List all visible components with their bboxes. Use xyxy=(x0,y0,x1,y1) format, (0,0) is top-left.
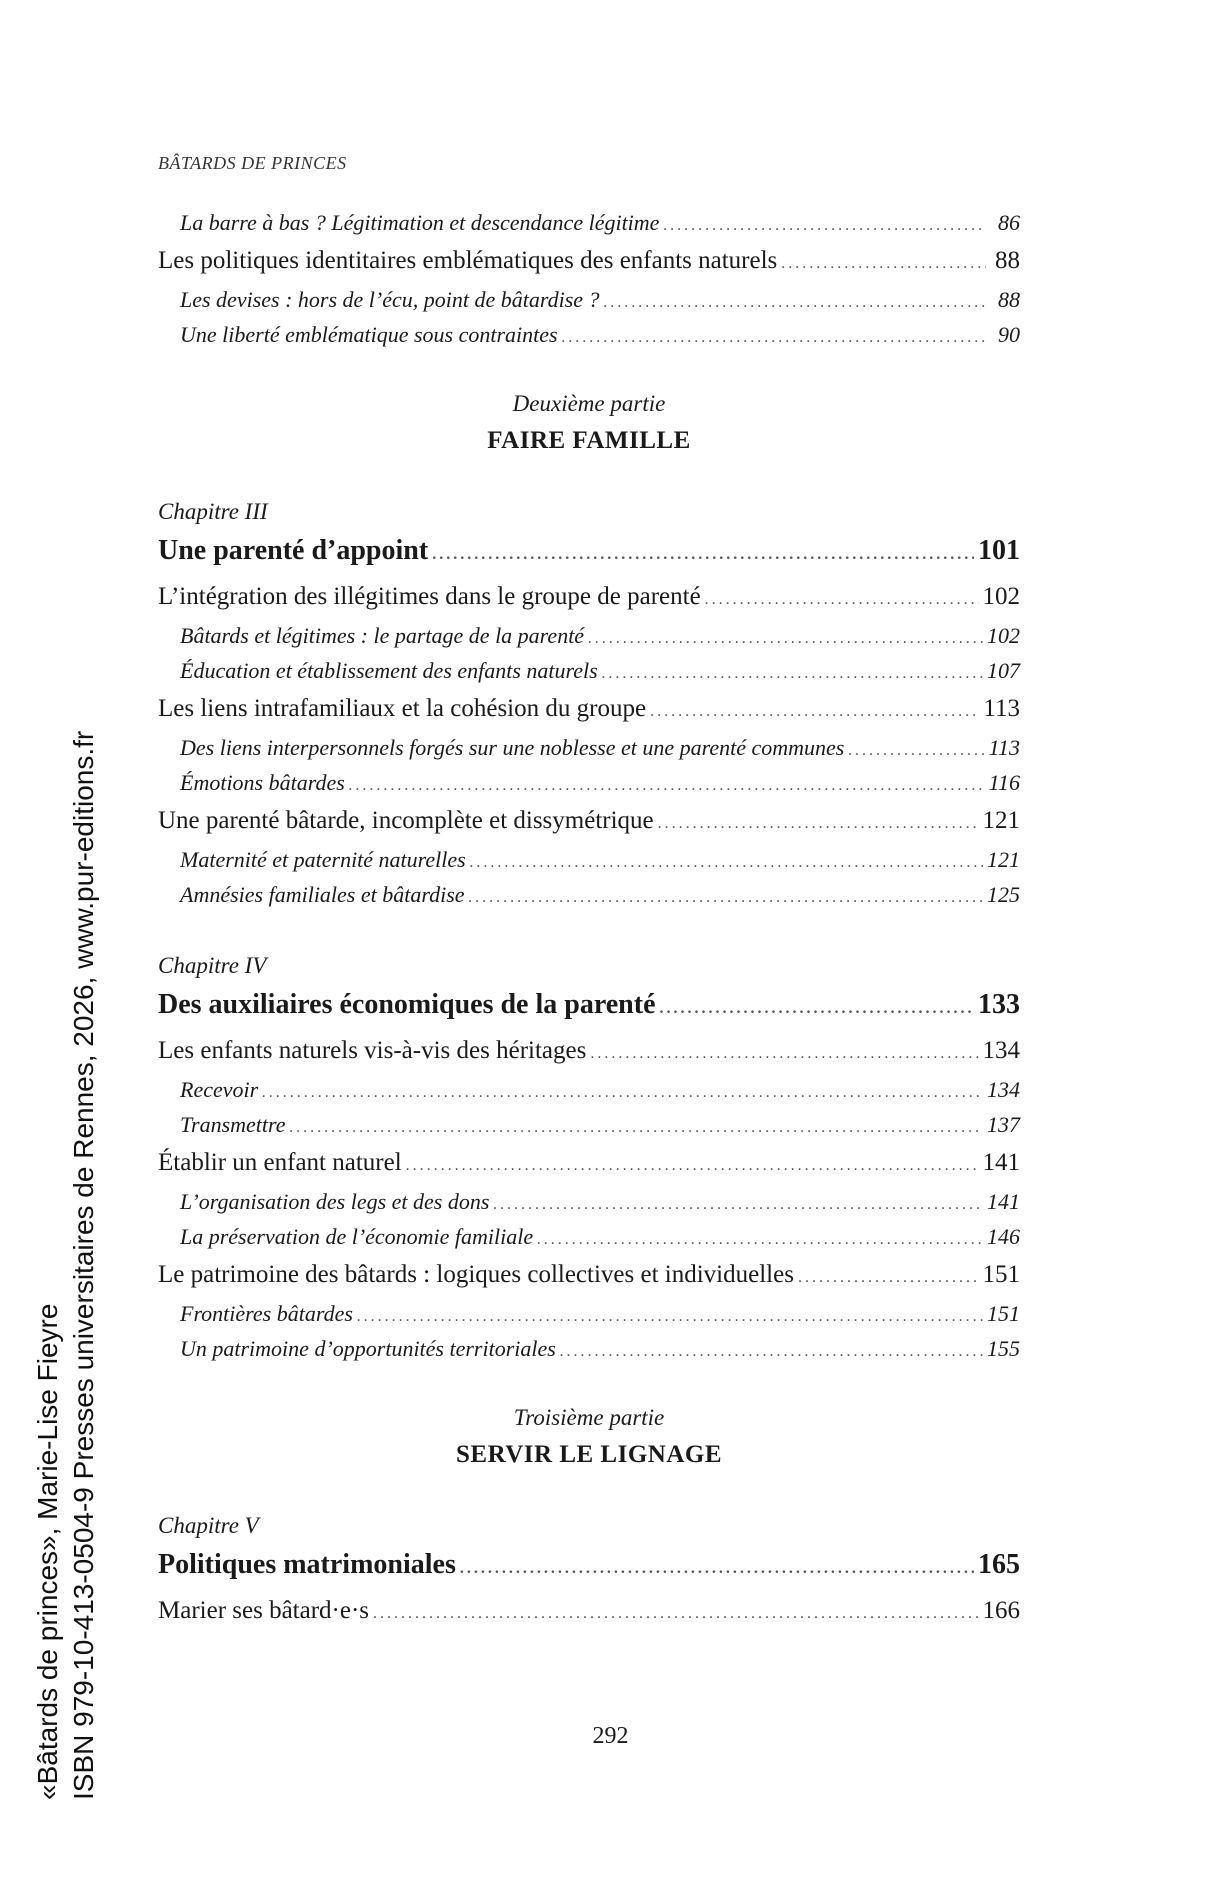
entry-title: Les politiques identitaires emblématiques des enfants naturels xyxy=(158,247,778,274)
entry-title: Éducation et établissement des enfants naturels xyxy=(180,658,598,683)
toc-entry xyxy=(158,1261,1020,1301)
leader-dots xyxy=(373,1605,978,1623)
part-title: FAIRE FAMILLE xyxy=(487,427,691,454)
entry-title: Une parenté bâtarde, incomplète et dissymétrique xyxy=(158,807,654,834)
entry-page: 113 xyxy=(988,735,1020,760)
chapter-label: Chapitre V xyxy=(158,1513,259,1538)
toc-entry xyxy=(158,1301,1020,1336)
entry-title: Bâtards et légitimes : le partage de la parenté xyxy=(180,623,585,648)
part-title: SERVIR LE LIGNAGE xyxy=(455,1441,723,1468)
entry-title: Des liens interpersonnels forgés sur une noblesse et une parenté communes xyxy=(180,735,845,760)
chapter-title xyxy=(158,989,1020,1035)
leader-dots xyxy=(590,1045,978,1063)
entry-title: L’intégration des illégitimes dans le groupe de parenté xyxy=(158,583,701,610)
toc-entry xyxy=(158,1597,1020,1637)
side-note-line: «Bâtards de princes», Marie-Lise Fieyre xyxy=(32,1303,63,1800)
leader-dots xyxy=(349,777,985,795)
entry-page: 102 xyxy=(982,583,1020,610)
page-number: 292 xyxy=(592,1723,629,1749)
leader-dots xyxy=(604,294,986,312)
leader-dots xyxy=(705,591,979,609)
toc-entry xyxy=(158,735,1020,770)
entry-page: 113 xyxy=(983,695,1020,722)
entry-title: Émotions bâtardes xyxy=(180,770,345,795)
leader-dots xyxy=(357,1308,983,1326)
entry-page: 125 xyxy=(987,882,1020,907)
entry-page: 134 xyxy=(982,1037,1020,1064)
entry-page: 141 xyxy=(987,1189,1020,1214)
entry-page: 107 xyxy=(987,658,1020,683)
entry-title: Une liberté emblématique sous contraintes xyxy=(180,322,558,347)
toc-entry xyxy=(158,695,1020,735)
leader-dots xyxy=(660,1000,974,1018)
entry-page: 121 xyxy=(982,807,1020,834)
entry-title: Marier ses bâtard·e·s xyxy=(158,1597,370,1624)
entry-page: 155 xyxy=(987,1336,1020,1361)
toc-entry xyxy=(158,1336,1020,1371)
entry-page: 151 xyxy=(987,1301,1020,1326)
leader-dots xyxy=(432,546,974,564)
toc-entry xyxy=(158,807,1020,847)
entry-title: Les devises : hors de l’écu, point de bâtardise ? xyxy=(180,287,600,312)
entry-page: 102 xyxy=(987,623,1020,648)
leader-dots xyxy=(588,630,983,648)
entry-page: 141 xyxy=(982,1149,1020,1176)
toc-entry xyxy=(158,882,1020,917)
part-label: Troisième partie xyxy=(513,1405,665,1430)
entry-title: Recevoir xyxy=(180,1077,259,1102)
entry-page: 116 xyxy=(988,770,1020,795)
entry-page: 88 xyxy=(995,247,1020,274)
leader-dots xyxy=(560,1343,983,1361)
toc-entry xyxy=(158,287,1020,322)
leader-dots xyxy=(262,1084,983,1102)
toc-entry xyxy=(158,770,1020,805)
toc-entry xyxy=(158,623,1020,658)
leader-dots xyxy=(781,255,986,273)
entry-title: La préservation de l’économie familiale xyxy=(180,1224,534,1249)
chapter-title xyxy=(158,535,1020,581)
leader-dots xyxy=(848,742,984,760)
entry-page: 101 xyxy=(978,535,1020,566)
leader-dots xyxy=(650,703,979,721)
part-heading xyxy=(158,1405,1020,1477)
entry-page: 134 xyxy=(987,1077,1020,1102)
entry-title: Un patrimoine d’opportunités territoriales xyxy=(180,1336,556,1361)
toc-entry xyxy=(158,847,1020,882)
leader-dots xyxy=(470,854,983,872)
part-label: Deuxième partie xyxy=(512,391,666,416)
toc-entry xyxy=(158,1112,1020,1147)
leader-dots xyxy=(460,1560,974,1578)
leader-dots xyxy=(406,1157,979,1175)
entry-page: 88 xyxy=(998,287,1020,312)
entry-title: Transmettre xyxy=(180,1112,286,1137)
entry-title: Des auxiliaires économiques de la parenté xyxy=(158,989,656,1020)
toc-entry xyxy=(158,1189,1020,1224)
running-head: BÂTARDS DE PRINCES xyxy=(158,153,347,173)
toc-entry xyxy=(158,658,1020,693)
leader-dots xyxy=(798,1269,979,1287)
entry-title: Amnésies familiales et bâtardise xyxy=(180,882,465,907)
entry-title: Frontières bâtardes xyxy=(180,1301,353,1326)
toc-entry xyxy=(158,1077,1020,1112)
entry-title: Les liens intrafamiliaux et la cohésion du groupe xyxy=(158,695,647,722)
leader-dots xyxy=(493,1196,983,1214)
leader-dots xyxy=(663,217,986,235)
leader-dots xyxy=(469,889,983,907)
part-heading xyxy=(158,391,1020,463)
leader-dots xyxy=(537,1231,983,1249)
toc-entry xyxy=(158,1037,1020,1077)
toc-entry xyxy=(158,322,1020,357)
entry-title: L’organisation des legs et des dons xyxy=(180,1189,490,1214)
entry-page: 165 xyxy=(978,1549,1020,1580)
entry-title: Maternité et paternité naturelles xyxy=(180,847,466,872)
leader-dots xyxy=(602,665,983,683)
table-of-contents xyxy=(158,210,1020,1637)
side-copyright-note xyxy=(30,731,102,1800)
chapter-label: Chapitre III xyxy=(158,499,268,524)
toc-entry xyxy=(158,1224,1020,1259)
leader-dots xyxy=(658,815,979,833)
chapter-label: Chapitre IV xyxy=(158,953,267,978)
entry-page: 86 xyxy=(998,210,1020,235)
entry-page: 166 xyxy=(982,1597,1020,1624)
entry-title: Le patrimoine des bâtards : logiques collectives et individuelles xyxy=(158,1261,794,1288)
toc-entry xyxy=(158,247,1020,287)
entry-page: 146 xyxy=(987,1224,1020,1249)
entry-page: 137 xyxy=(987,1112,1020,1137)
entry-title: Politiques matrimoniales xyxy=(158,1549,456,1580)
entry-title: Établir un enfant naturel xyxy=(158,1149,402,1176)
toc-entry xyxy=(158,583,1020,623)
entry-page: 133 xyxy=(978,989,1020,1020)
entry-page: 151 xyxy=(982,1261,1020,1288)
entry-title: La barre à bas ? Légitimation et descendance légitime xyxy=(180,210,660,235)
entry-page: 121 xyxy=(987,847,1020,872)
entry-title: Une parenté d’appoint xyxy=(158,535,429,566)
leader-dots xyxy=(290,1119,983,1137)
entry-title: Les enfants naturels vis-à-vis des héritages xyxy=(158,1037,587,1064)
toc-entry xyxy=(158,210,1020,245)
entry-page: 90 xyxy=(998,322,1020,347)
chapter-title xyxy=(158,1549,1020,1595)
toc-entry xyxy=(158,1149,1020,1189)
leader-dots xyxy=(562,329,986,347)
side-note-line: ISBN 979-10-413-0504-9 Presses universitaires de Rennes, 2026, www.pur-editions.fr xyxy=(68,730,99,1800)
